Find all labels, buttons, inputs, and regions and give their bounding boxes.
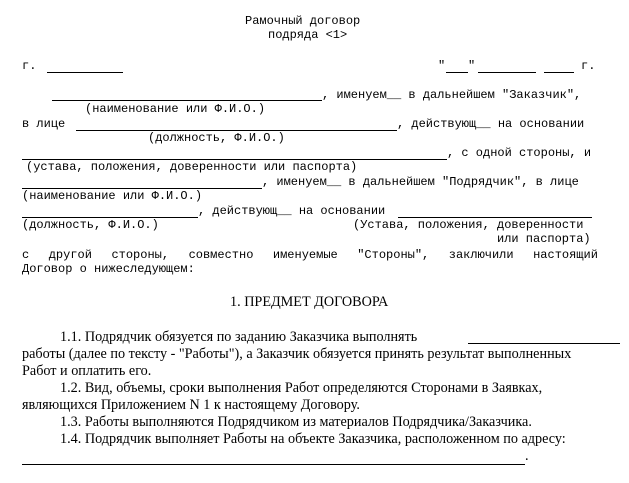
clause-1-4: 1.4. Подрядчик выполняет Работы на объекте Заказчика, расположенном по адресу: [60,431,566,447]
customer-named-text: , именуем__ в дальнейшем "Заказчик", [322,88,582,102]
in-person-of-1: в лице [22,117,66,131]
other-side-word: другой [48,248,92,262]
hint-charter-1: (устава, положения, доверенности или паспорта) [26,160,358,174]
hint-charter-2a: (Устава, положения, доверенности [353,218,584,232]
other-side-word: "Стороны", [357,248,430,262]
date-close-quote: " [468,59,476,73]
hint-name-fio-1: (наименование или Ф.И.О.) [85,102,266,116]
contract-title: Рамочный договор [245,14,361,28]
address-blank [22,464,525,465]
year-suffix: г. [581,59,596,73]
month-blank [478,72,536,73]
clause-1-2-line2: являющихся Приложением N 1 к настоящему Договору. [22,397,360,413]
contract-subtitle: подряда <1> [268,28,348,42]
hint-name-fio-2: (наименование или Ф.И.О.) [22,189,203,203]
customer-name-blank [52,100,322,101]
clause-1-3: 1.3. Работы выполняются Подрядчиком из материалов Подрядчика/Заказчика. [60,414,532,430]
clause-1-1-blank [468,343,620,344]
clause-1-2-line1: 1.2. Вид, объемы, сроки выполнения Работ определяются Сторонами в Заявках, [60,380,543,396]
other-side-word: с [22,248,30,262]
year-blank [544,72,574,73]
day-blank [446,72,468,73]
hint-position-fio-2: (должность, Ф.И.О.) [22,218,159,232]
other-side-line [22,248,598,262]
one-side-text: , с одной стороны, и [447,146,592,160]
contractor-named-text: , именуем__ в дальнейшем "Подрядчик", в лице [262,175,579,189]
other-side-word: совместно [188,248,254,262]
hint-position-fio-1: (должность, Ф.И.О.) [148,131,285,145]
clause-1-1-line3: Работ и оплатить его. [22,363,152,379]
address-end-period: . [525,448,529,464]
acting-on-basis-2: , действующ__ на основании [198,204,386,218]
city-blank [47,72,123,73]
clause-1-1-line1: 1.1. Подрядчик обязуется по заданию Заказчика выполнять [60,329,418,345]
other-side-word: настоящий [533,248,598,262]
city-prefix: г. [22,59,37,73]
hint-charter-2b: или паспорта) [497,232,591,246]
other-side-word: именуемые [272,248,338,262]
agreement-line: Договор о нижеследующем: [22,262,195,276]
clause-1-1-line2: работы (далее по тексту - "Работы"), а Заказчик обязуется принять результат выполненных [22,346,572,362]
other-side-word: стороны, [111,248,170,262]
acting-on-basis-1: , действующ__ на основании [397,117,585,131]
date-open-quote: " [438,59,446,73]
other-side-word: заключили [448,248,514,262]
section-heading: 1. ПРЕДМЕТ ДОГОВОРА [230,294,389,310]
